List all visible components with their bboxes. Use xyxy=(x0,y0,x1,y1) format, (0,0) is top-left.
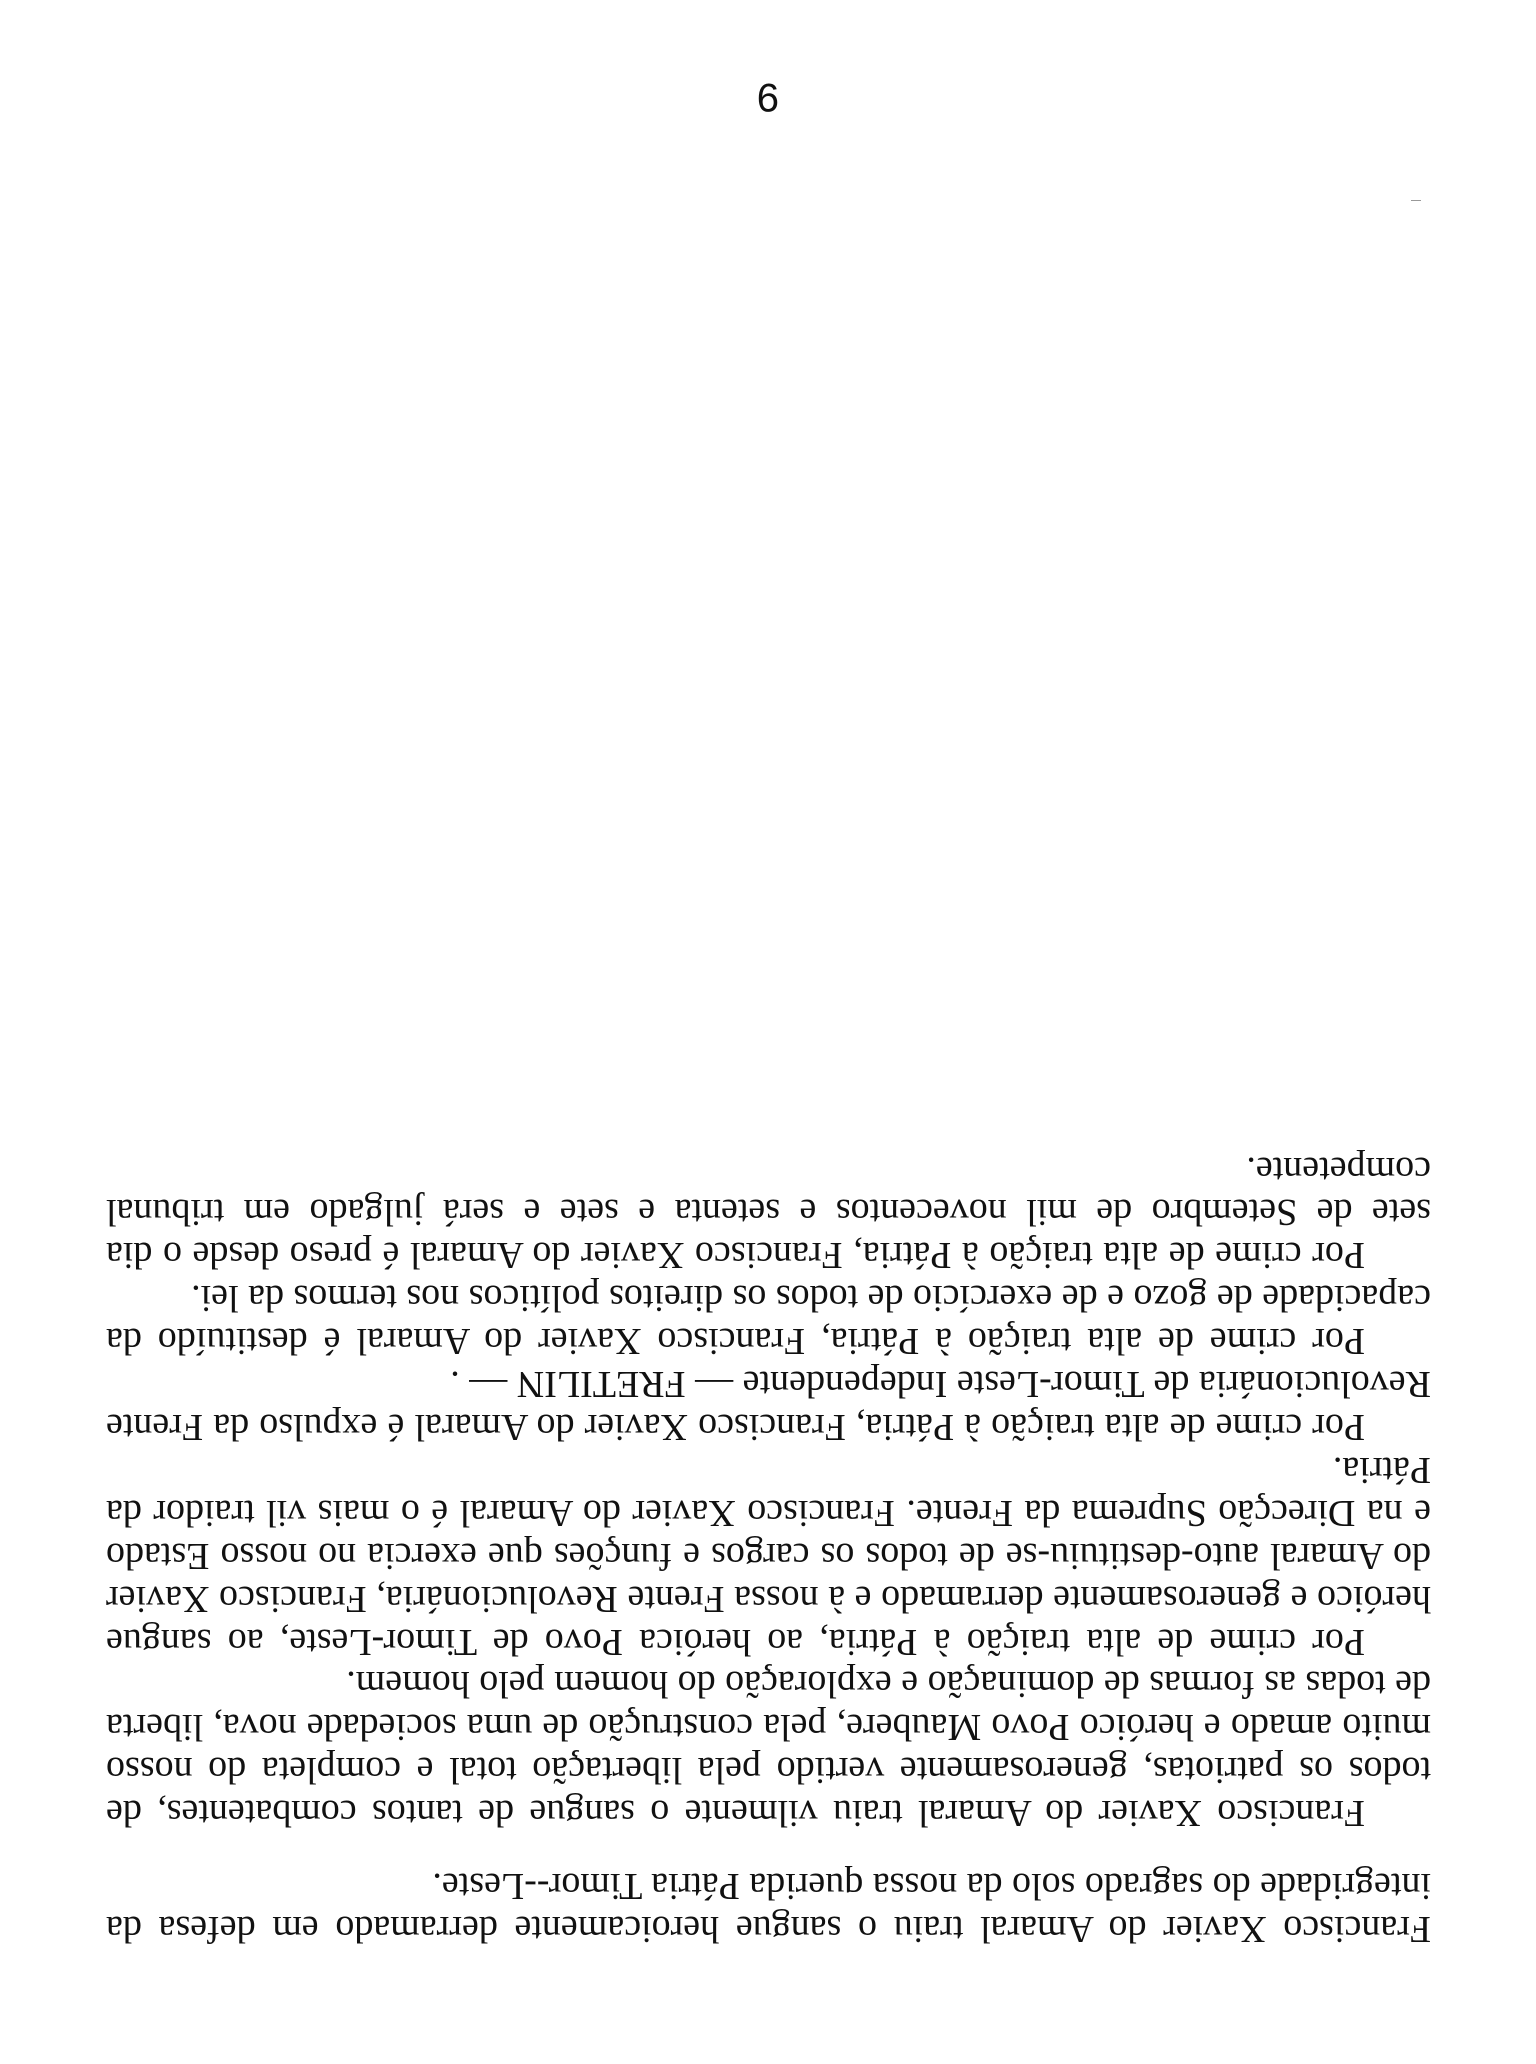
page-number: 9 xyxy=(756,75,780,119)
paragraph-5: Por crime de alta traição à Pátria, Francisco Xavier do Amaral é destituído da capacidade de gozo e de exercício de todos os direitos políticos nos termos da lei. xyxy=(106,1277,1431,1363)
scan-speck xyxy=(1411,200,1421,201)
paragraph-gap xyxy=(106,1834,1431,1864)
paragraph-1: Francisco Xavier do Amaral traiu o sangue heroicamente derramado em defesa da integridade do sagrado solo da nossa querida Pátria Timor--Leste. xyxy=(106,1865,1431,1950)
paragraph-3: Por crime de alta traição à Pátria, ao heróica Povo de Timor-Leste, ao sangue heróico e generosamente derramado e à nossa Frente Revolucionária, Francisco Xavier do Amaral auto-destituiu-se de todos os cargos e funções que exercia no nosso Estado e na Direcção Suprema da Frente. Francisco Xavier do Amaral é o mais vil traidor da Pátria. xyxy=(106,1448,1431,1663)
paragraph-6: Por crime de alta traição à Pátria, Francisco Xavier do Amaral é preso desde o dia sete de Setembro de mil novecentos e setenta e sete e será julgado em tribunal competente. xyxy=(106,1148,1431,1277)
paragraph-2: Francisco Xavier do Amaral traiu vilmente o sangue de tantos combatentes, de todos os patriotas, generosamente vertido pela libertação total e completa do nosso muito amado e heróico Povo Maubere, pela construção de uma sociedade nova, liberta de todas as formas de dominação e exploração do homem pelo homem. xyxy=(106,1663,1431,1835)
paragraph-4: Por crime de alta traição à Pátria, Francisco Xavier do Amaral é expulso da Frente Revolucionária de Timor-Leste Independente — FRETILIN — . xyxy=(106,1363,1431,1449)
body-text xyxy=(106,1148,1431,1950)
